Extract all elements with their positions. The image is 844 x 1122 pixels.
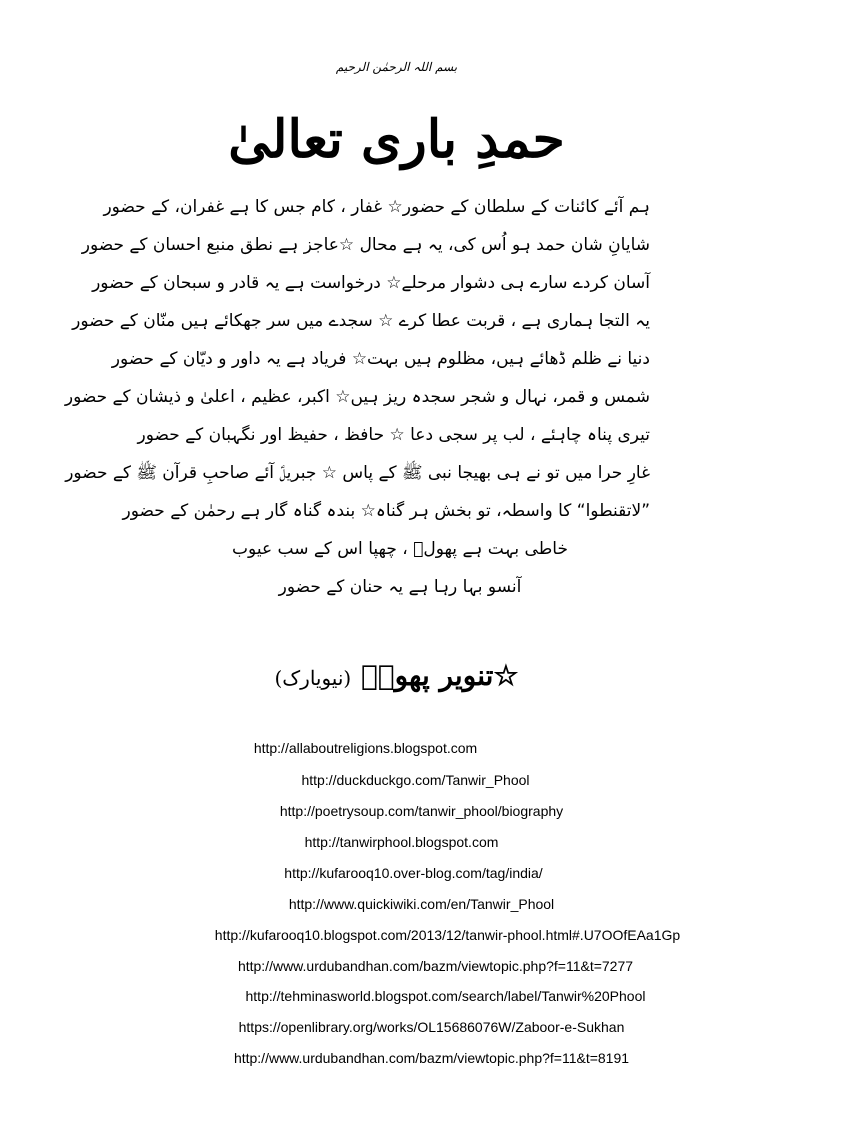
link-url[interactable]: http://www.urdubandhan.com/bazm/viewtopic.php?f=11&t=8191 [233, 1050, 630, 1066]
poem-verse: تیری پناہ چاہئے ، لب پر سجی دعا ☆ حافظ ، حفیظ اور نگہبان کے حضور [137, 425, 650, 445]
link-url[interactable]: http://tanwirphool.blogspot.com [304, 834, 499, 850]
link-url[interactable]: http://kufarooq10.over-blog.com/tag/india/ [284, 865, 543, 881]
poet-name: ☆تنویر پھولؔ [360, 659, 519, 692]
link-url[interactable]: https://openlibrary.org/works/OL15686076W/Zaboor-e-Sukhan [238, 1019, 625, 1035]
poem-verse: ہم آئے کائنات کے سلطان کے حضور☆ غفار ، کام جس کا ہے غفران، کے حضور [103, 197, 650, 217]
poem-body [64, 188, 650, 606]
link-url[interactable]: http://poetrysoup.com/tanwir_phool/biography [279, 803, 564, 819]
poet-city: (نیویارک) [274, 666, 352, 690]
poem-verse: آنسو بہا رہا ہے یہ حنان کے حضور [278, 577, 522, 597]
poem-verse: آسان کردے سارے ہی دشوار مرحلے☆ درخواست ہے یہ قادر و سبحان کے حضور [92, 273, 650, 293]
poem-verse: یہ التجا ہماری ہے ، قربت عطا کرے ☆ سجدے میں سر جھکائے ہیں منّان کے حضور [72, 311, 650, 331]
poem-verse: غارِ حرا میں تو نے ہی بھیجا نبی ﷺ کے پاس ☆ جبریلؑ آئے صاحبِ قرآن ﷺ کے حضور [65, 463, 650, 483]
link-url[interactable]: http://www.urdubandhan.com/bazm/viewtopic.php?f=11&t=7277 [237, 958, 634, 974]
poem-title: حمدِ باری تعالیٰ [228, 109, 565, 170]
link-url[interactable]: http://www.quickiwiki.com/en/Tanwir_Phool [288, 896, 555, 912]
poet-signature [0, 652, 793, 702]
link-url[interactable]: http://duckduckgo.com/Tanwir_Phool [301, 772, 530, 788]
poem-verse: شمس و قمر، نہال و شجر سجدہ ریز ہیں☆ اکبر، عظیم ، اعلیٰ و ذیشان کے حضور [64, 387, 650, 407]
link-url[interactable]: http://tehminasworld.blogspot.com/search/label/Tanwir%20Phool [245, 988, 646, 1004]
poem-verse: شایانِ شان حمد ہو اُس کی، یہ ہے محال ☆عاجز ہے نطق منبع احسان کے حضور [81, 235, 650, 255]
poem-verse: ”لاتقنطوا“ کا واسطہ، تو بخش ہر گناہ☆ بندہ گناہ گار ہے رحمٰن کے حضور [122, 501, 650, 521]
poem-verse: خاطی بہت ہے پھولؔ ، چھپا اس کے سب عیوب [232, 539, 568, 559]
link-url[interactable]: http://kufarooq10.blogspot.com/2013/12/tanwir-phool.html#.U7OOfEAa1Gp [214, 927, 681, 943]
bismillah-heading: بسم اللہ الرحمٰن الرحیم [335, 60, 458, 74]
poem-verse: دنیا نے ظلم ڈھائے ہیں، مظلوم ہیں بہت☆ فریاد ہے یہ داور و دیّان کے حضور [111, 349, 650, 369]
link-url[interactable]: http://allaboutreligions.blogspot.com [253, 740, 478, 756]
